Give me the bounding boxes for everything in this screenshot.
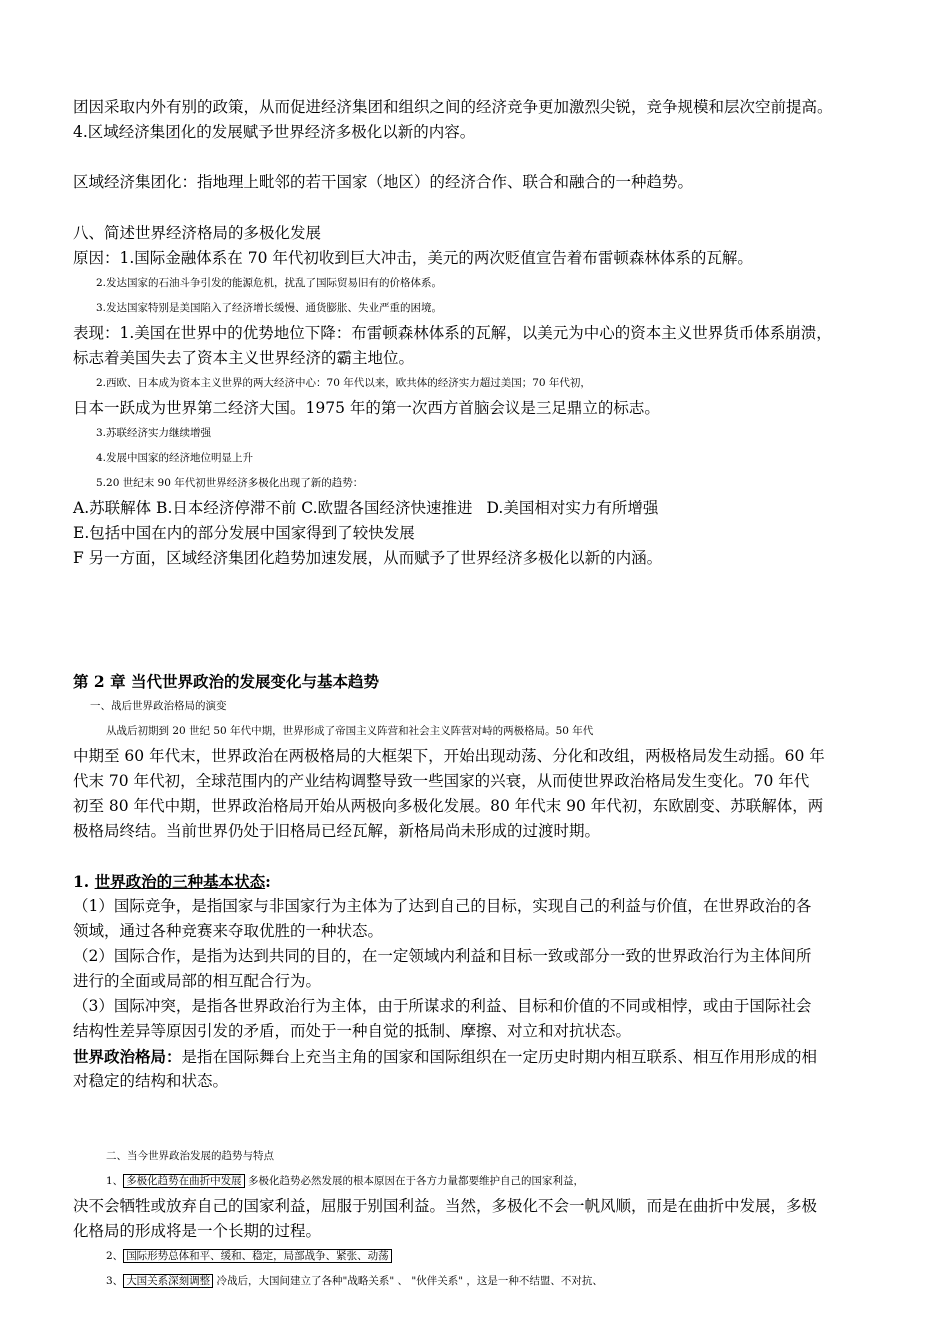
- trend-1: [106, 1169, 918, 1194]
- text-line: （1）国际竞争，是指国家与非国家行为主体为了达到自己的目标，实现自己的利益与价值，在世界政治的各: [73, 897, 812, 915]
- trend-3-number: 3、: [106, 1275, 124, 1287]
- pattern-definition: [73, 1044, 885, 1070]
- text-line: 表现：1.美国在世界中的优势地位下降：布雷顿森林体系的瓦解，以美元为中心的资本主义世界货币体系崩溃，: [73, 324, 832, 342]
- definition-regional: 区域经济集团化：指地理上毗邻的若干国家（地区）的经济合作、联合和融合的一种趋势。: [73, 173, 694, 191]
- text-line: 进行的全面或局部的相互配合行为。: [73, 972, 322, 990]
- pattern-term: 世界政治格局：: [73, 1047, 182, 1066]
- pattern-definition-text: 是指在国际舞台上充当主角的国家和国际组织在一定历史时期内相互联系、相互作用形成的相: [181, 1048, 818, 1066]
- text-line: 代末 70 年代初，全球范围内的产业结构调整导致一些国家的兴衰，从而使世界政治格局发生变化。70 年代: [73, 772, 810, 790]
- options-a-to-c: A.苏联解体 B.日本经济停滞不前 C.欧盟各国经济快速推进: [73, 499, 473, 517]
- text-line: 标志着美国失去了资本主义世界经济的霸主地位。: [73, 349, 415, 367]
- three-states-heading: [73, 869, 885, 894]
- text-line: 日本一跃成为世界第二经济大国。1975 年的第一次西方首脑会议是三足鼎立的标志。: [73, 399, 660, 417]
- section-heading-eight: 八、简述世界经济格局的多极化发展: [73, 224, 322, 242]
- trend-2-boxed-title: 国际形势总体和平、缓和、稳定，局部战争、紧张、动荡: [123, 1249, 392, 1263]
- text-line: 领域，通过各种竞赛来夺取优胜的一种状态。: [73, 922, 384, 940]
- trend-2: [106, 1244, 918, 1269]
- options-line: [73, 496, 885, 521]
- text-line: 从战后初期到 20 世纪 50 年代中期，世界形成了帝国主义阵营和社会主义阵营对峙的两极格局。50 年代: [106, 725, 594, 737]
- text-line: 3.发达国家特别是美国陷入了经济增长缓慢、通货膨胀、失业严重的困境。: [96, 302, 443, 314]
- text-line: 4.区域经济集团化的发展赋予世界经济多极化以新的内容。: [73, 123, 476, 141]
- text-line: （3）国际冲突，是指各世界政治行为主体，由于所谋求的利益、目标和价值的不同或相悖，或由于国际社会: [73, 997, 812, 1015]
- section-heading-two: 二、当今世界政治发展的趋势与特点: [106, 1150, 274, 1162]
- text-line: 对稳定的结构和状态。: [73, 1072, 229, 1090]
- trend-1-boxed-title: 多极化趋势在曲折中发展: [123, 1174, 245, 1188]
- section-heading-one: 一、战后世界政治格局的演变: [90, 700, 227, 712]
- text-line: 原因：1.国际金融体系在 70 年代初收到巨大冲击，美元的两次贬值宣告着布雷顿森林体系的瓦解。: [73, 249, 753, 267]
- three-states-number: 1.: [73, 872, 90, 891]
- trend-3-text: 冷战后，大国间建立了各种"战略关系" 、 "伙伴关系" ，这是一种不结盟、不对抗、: [213, 1275, 603, 1287]
- text-line: 3.苏联经济实力继续增强: [96, 427, 212, 439]
- text-line: 初至 80 年代中期，世界政治格局开始从两极向多极化发展。80 年代末 90 年代初，东欧剧变、苏联解体，两: [73, 797, 824, 815]
- trend-1-number: 1、: [106, 1175, 124, 1187]
- text-line: 中期至 60 年代末，世界政治在两极格局的大框架下，开始出现动荡、分化和改组，两极格局发生动摇。60 年: [73, 747, 825, 765]
- trend-1-text: 多极化趋势必然发展的根本原因在于各方力量都要维护自己的国家利益，: [244, 1175, 585, 1187]
- three-states-colon: :: [265, 872, 271, 891]
- three-states-title: 世界政治的三种基本状态: [94, 872, 266, 891]
- text-line: 2.西欧、日本成为资本主义世界的两大经济中心：70 年代以来，欧共体的经济实力超过美国；70 年代初，: [96, 377, 591, 389]
- text-line: 4.发展中国家的经济地位明显上升: [96, 452, 254, 464]
- text-line: E.包括中国在内的部分发展中国家得到了较快发展: [73, 524, 415, 542]
- text-line: 极格局终结。当前世界仍处于旧格局已经瓦解，新格局尚未形成的过渡时期。: [73, 822, 601, 840]
- text-line: （2）国际合作，是指为达到共同的目的，在一定领域内利益和目标一致或部分一致的世界政治行为主体间所: [73, 947, 812, 965]
- trend-3: [106, 1269, 918, 1294]
- text-line: 2.发达国家的石油斗争引发的能源危机，扰乱了国际贸易旧有的价格体系。: [96, 277, 443, 289]
- trend-2-number: 2、: [106, 1250, 124, 1262]
- text-line: 决不会牺牲或放弃自己的国家利益，屈服于别国利益。当然，多极化不会一帆风顺，而是在曲折中发展，多极: [73, 1197, 818, 1215]
- trend-3-boxed-title: 大国关系深刻调整: [123, 1274, 213, 1288]
- chapter-title: 第 2 章 当代世界政治的发展变化与基本趋势: [73, 672, 379, 691]
- text-line: 团因采取内外有别的政策，从而促进经济集团和组织之间的经济竞争更加激烈尖锐，竞争规模和层次空前提高。: [73, 98, 833, 116]
- option-d: D.美国相对实力有所增强: [486, 499, 659, 517]
- text-line: 5.20 世纪末 90 年代初世界经济多极化出现了新的趋势：: [96, 477, 364, 489]
- text-line: F 另一方面，区域经济集团化趋势加速发展，从而赋予了世界经济多极化以新的内涵。: [73, 549, 663, 567]
- text-line: 化格局的形成将是一个长期的过程。: [73, 1222, 322, 1240]
- text-line: 结构性差异等原因引发的矛盾，而处于一种自觉的抵制、摩擦、对立和对抗状态。: [73, 1022, 632, 1040]
